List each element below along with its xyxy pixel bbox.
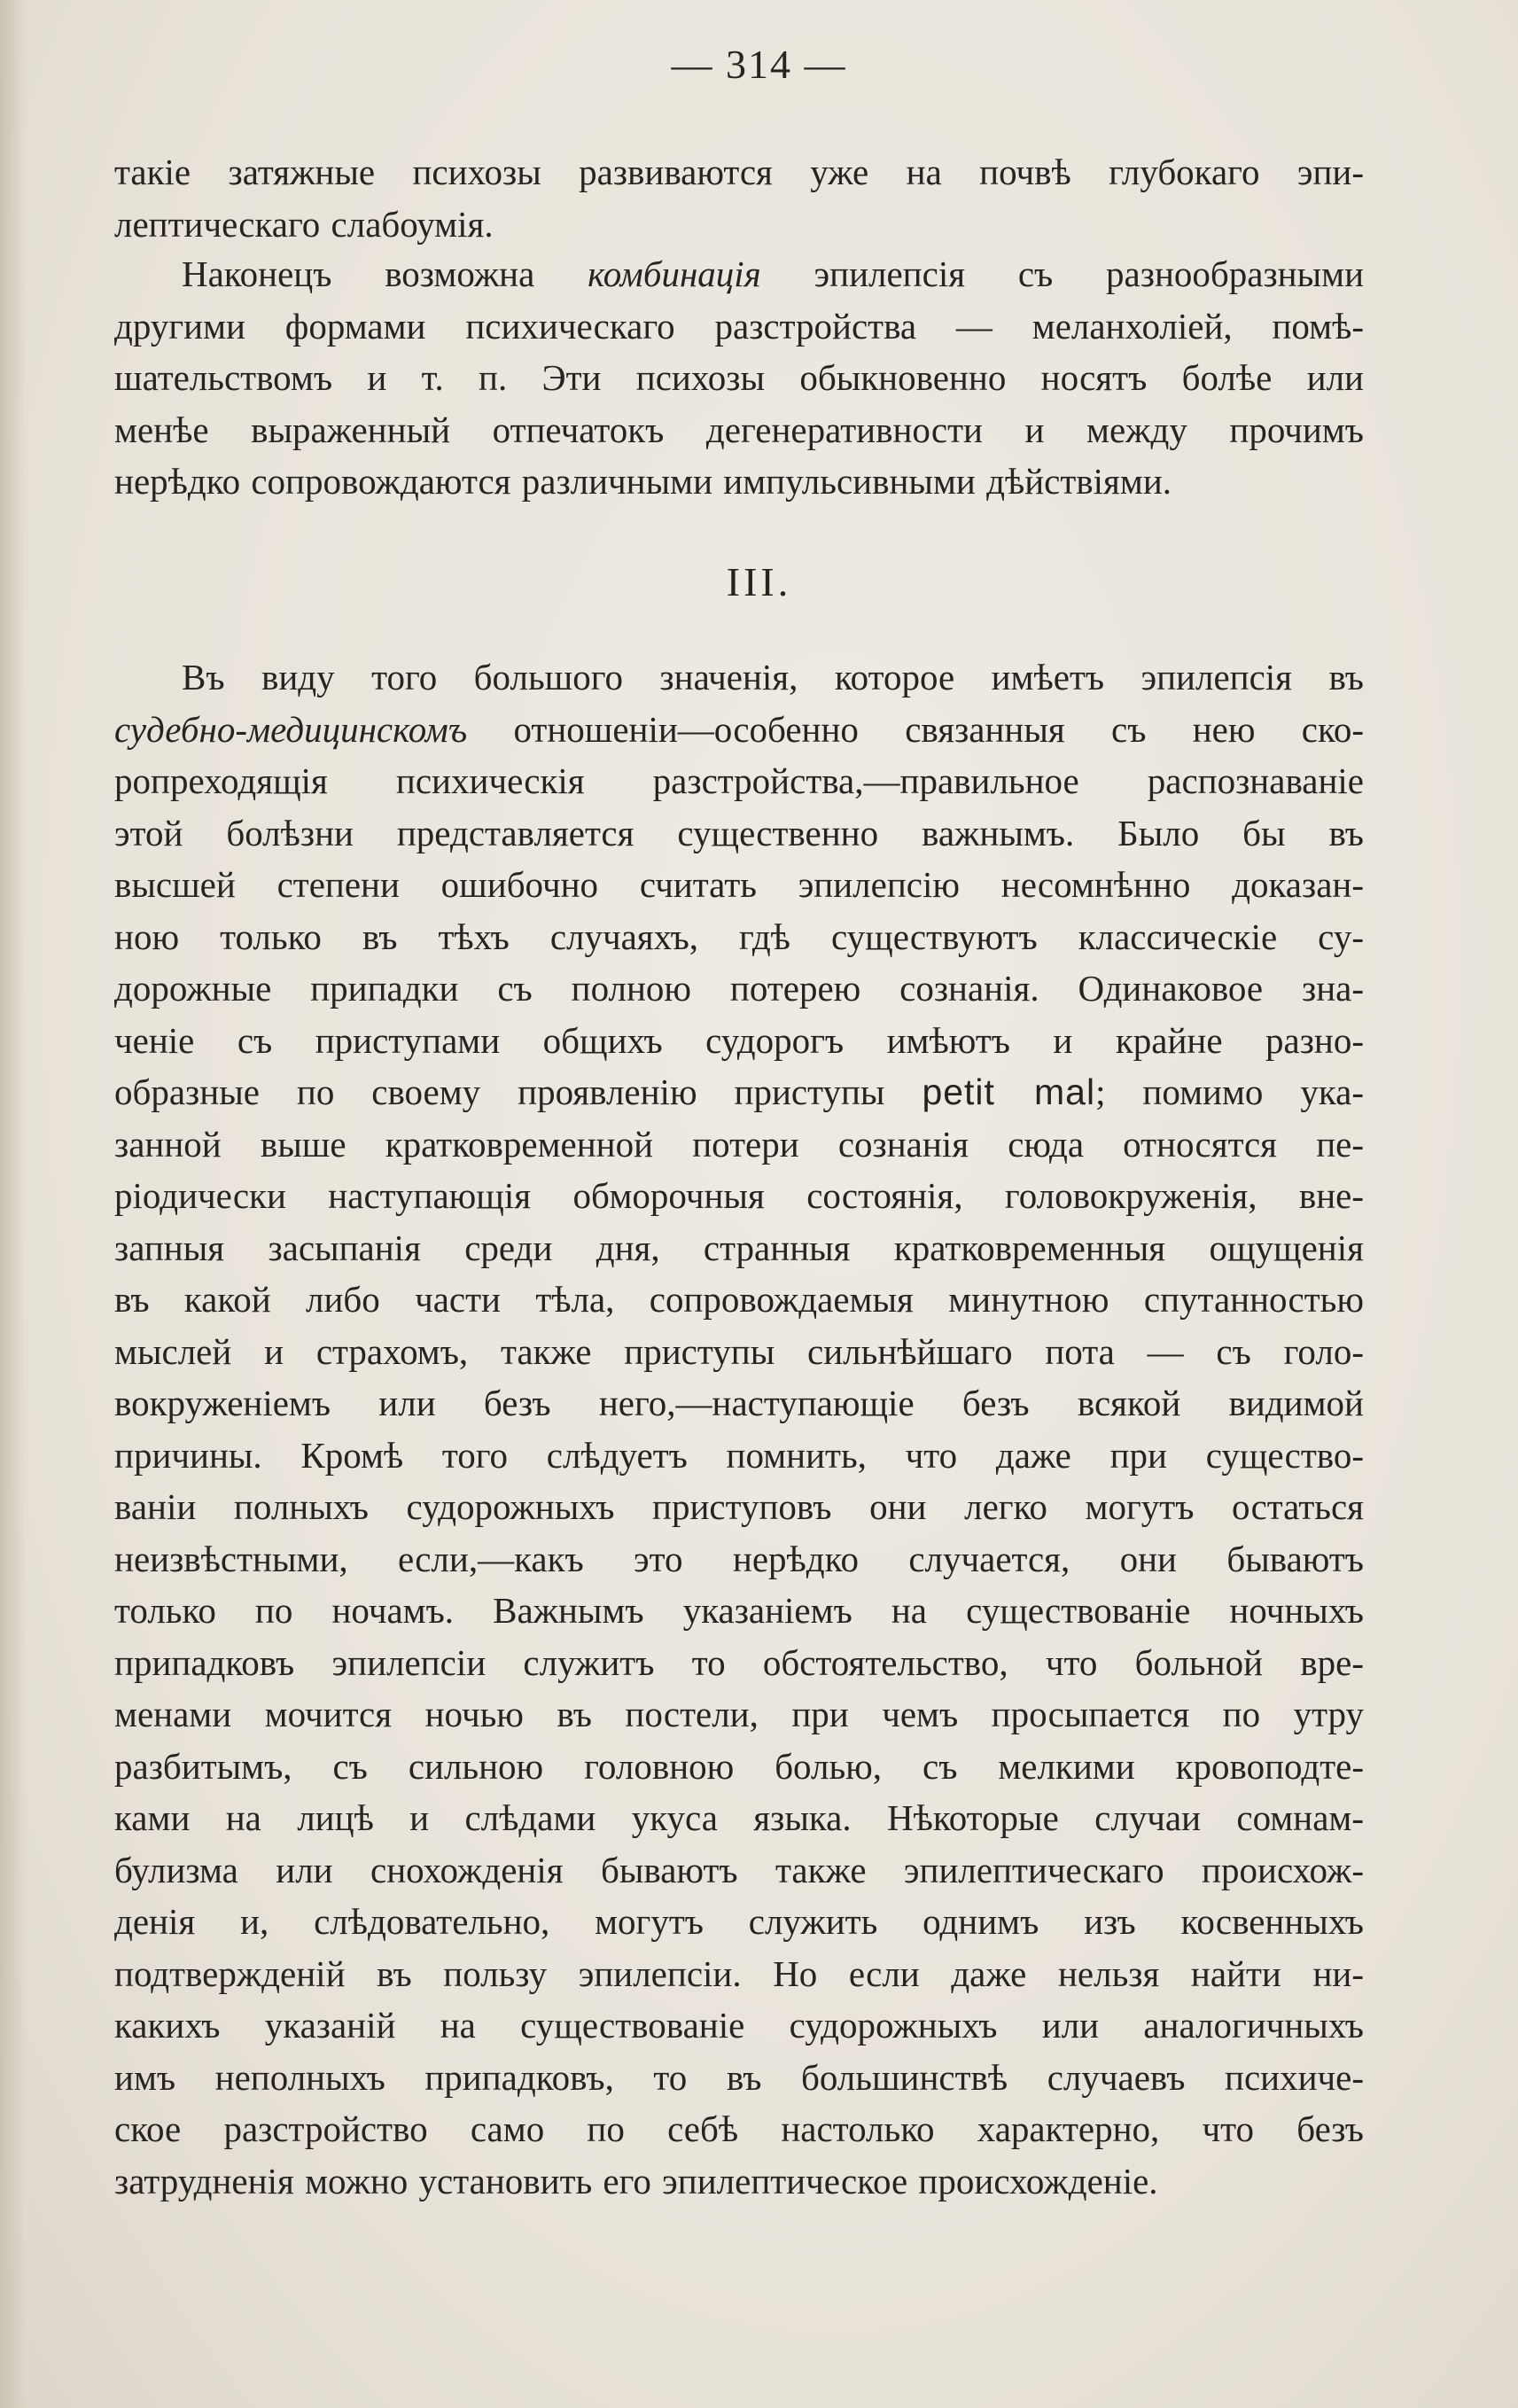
- text-line: нерѣдко сопровождаются различными импульсивными дѣйствіями.: [114, 461, 1172, 502]
- text-run: ; помимо ука-: [1095, 1072, 1365, 1112]
- text-line: денія и, слѣдовательно, могутъ служить однимъ изъ косвенныхъ: [114, 1901, 1364, 1942]
- text-line: вокруженіемъ или безъ него,—наступающіе безъ всякой видимой: [114, 1383, 1364, 1423]
- text-line: ріодически наступающія обморочныя состоянія, головокруженія, вне-: [114, 1175, 1364, 1216]
- text-line: менѣе выраженный отпечатокъ дегенеративности и между прочимъ: [114, 409, 1364, 450]
- text-line: подтвержденій въ пользу эпилепсіи. Но если даже нельзя найти ни-: [114, 1952, 1364, 1994]
- text-line: ропреходящія психическія разстройства,—правильное распознаваніе: [114, 760, 1364, 801]
- section-heading: III.: [726, 559, 792, 604]
- text-run: эпилепсія съ разнообразными: [813, 253, 1365, 294]
- paragraph-2: [114, 248, 1364, 508]
- text-line: [114, 704, 1364, 756]
- text-line: [114, 1066, 1364, 1118]
- text-line: имъ неполныхъ припадковъ, то въ большинствѣ случаевъ психиче-: [114, 2056, 1364, 2098]
- text-line: высшей степени ошибочно считать эпилепсію несомнѣнно доказан-: [114, 864, 1364, 905]
- text-line: ною только въ тѣхъ случаяхъ, гдѣ существуютъ классическіе су-: [114, 916, 1364, 957]
- text-line: ченіе съ приступами общихъ судорогъ имѣютъ и крайне разно-: [114, 1019, 1364, 1061]
- text-run: отношеніи—особенно связанныя съ нею ско-: [513, 708, 1364, 750]
- text-line: такіе затяжные психозы развиваются уже на почвѣ глубокаго эпи-: [114, 152, 1364, 192]
- text-line: ваніи полныхъ судорожныхъ приступовъ они легко могутъ остаться: [114, 1486, 1364, 1527]
- text-run: образные по своему проявленію приступы: [114, 1072, 885, 1112]
- paragraph-3: [114, 651, 1364, 2207]
- text-line: какихъ указаній на существованіе судорожныхъ или аналогичныхъ: [114, 2005, 1364, 2046]
- foreign-term: petit mal: [922, 1072, 1096, 1112]
- text-line: только по ночамъ. Важнымъ указаніемъ на существованіе ночныхъ: [114, 1590, 1364, 1631]
- text-line: мыслей и страхомъ, также приступы сильнѣйшаго пота — съ голо-: [114, 1330, 1364, 1372]
- emphasis-term: судебно-медицинскомъ: [114, 708, 468, 750]
- page-number: — 314 —: [671, 42, 847, 87]
- text-line: булизма или снохожденія бываютъ также эпилептическаго происхож-: [114, 1849, 1364, 1890]
- text-line: запныя засыпанія среди дня, странныя кратковременныя ощущенія: [114, 1227, 1364, 1268]
- text-line: въ какой либо части тѣла, сопровождаемыя минутною спутанностью: [114, 1279, 1364, 1320]
- text-line: затрудненія можно установить его эпилептическое происхожденіе.: [114, 2160, 1158, 2201]
- text-line: Въ виду того большого значенія, которое имѣетъ эпилепсія въ: [182, 657, 1364, 697]
- text-line: менами мочится ночью въ постели, при чемъ просыпается по утру: [114, 1694, 1364, 1734]
- text-line: лептическаго слабоумія.: [114, 203, 494, 245]
- text-line: неизвѣстными, если,—какъ это нерѣдко случается, они бываютъ: [114, 1538, 1364, 1579]
- page-shadow-edge: [0, 0, 27, 2408]
- text-line: этой болѣзни представляется существенно важнымъ. Было бы въ: [114, 812, 1364, 853]
- paragraph-1: [114, 146, 1364, 250]
- text-line: занной выше кратковременной потери сознанія сюда относятся пе-: [114, 1123, 1364, 1165]
- text-line: дорожные припадки съ полною потерею сознанія. Одинаковое зна-: [114, 968, 1364, 1009]
- text-line: [114, 248, 1364, 300]
- text-line: другими формами психическаго разстройства — меланхоліей, помѣ-: [114, 305, 1364, 347]
- text-line: ками на лицѣ и слѣдами укуса языка. Нѣкоторые случаи сомнам-: [114, 1797, 1364, 1838]
- text-line: шательствомъ и т. п. Эти психозы обыкновенно носятъ болѣе или: [114, 357, 1364, 398]
- text-line: припадковъ эпилепсіи служитъ то обстоятельство, что больной вре-: [114, 1641, 1364, 1683]
- text-line: ское разстройство само по себѣ настолько характерно, что безъ: [114, 2108, 1364, 2149]
- text-run: Наконецъ возможна: [182, 253, 535, 294]
- text-line: причины. Кромѣ того слѣдуетъ помнить, что даже при существо-: [114, 1434, 1364, 1476]
- text-line: разбитымъ, съ сильною головною болью, съ мелкими кровоподте-: [114, 1745, 1364, 1787]
- emphasis-term: комбинація: [588, 253, 761, 294]
